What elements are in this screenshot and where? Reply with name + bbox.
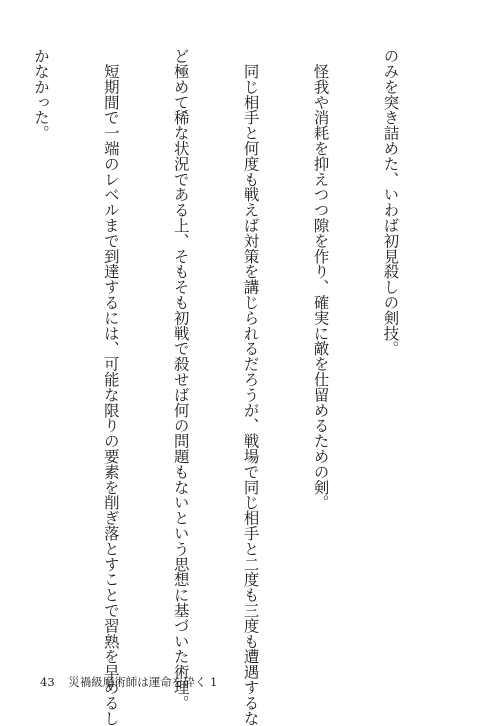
book-title: 災禍級魔術師は運命を砕く 1 [68, 675, 218, 689]
text-line: 怪我や消耗を抑えつつ隙を作り、確実に敵を仕留めるための剣。 [311, 48, 330, 510]
text-line: 短期間で一端のレベルまで到達するには、可能な限りの要素を削ぎ落とすことで習熟を早めるし [101, 48, 120, 726]
page-number: 43 [40, 675, 55, 689]
text-line: ど極めて稀な状況である上、そもそも初戦で殺せば何の問題もないという思想に基づいた術理。 [171, 48, 190, 711]
text-line: のみを突き詰めた、いわば初見殺しの剣技。 [381, 48, 400, 356]
page-footer [40, 674, 217, 690]
text-line: かなかった。 [31, 48, 50, 141]
text-line: 同じ相手と何度も戦えば対策を講じられるだろうが、戦場で同じ相手と二度も三度も遭遇するな [241, 48, 260, 726]
